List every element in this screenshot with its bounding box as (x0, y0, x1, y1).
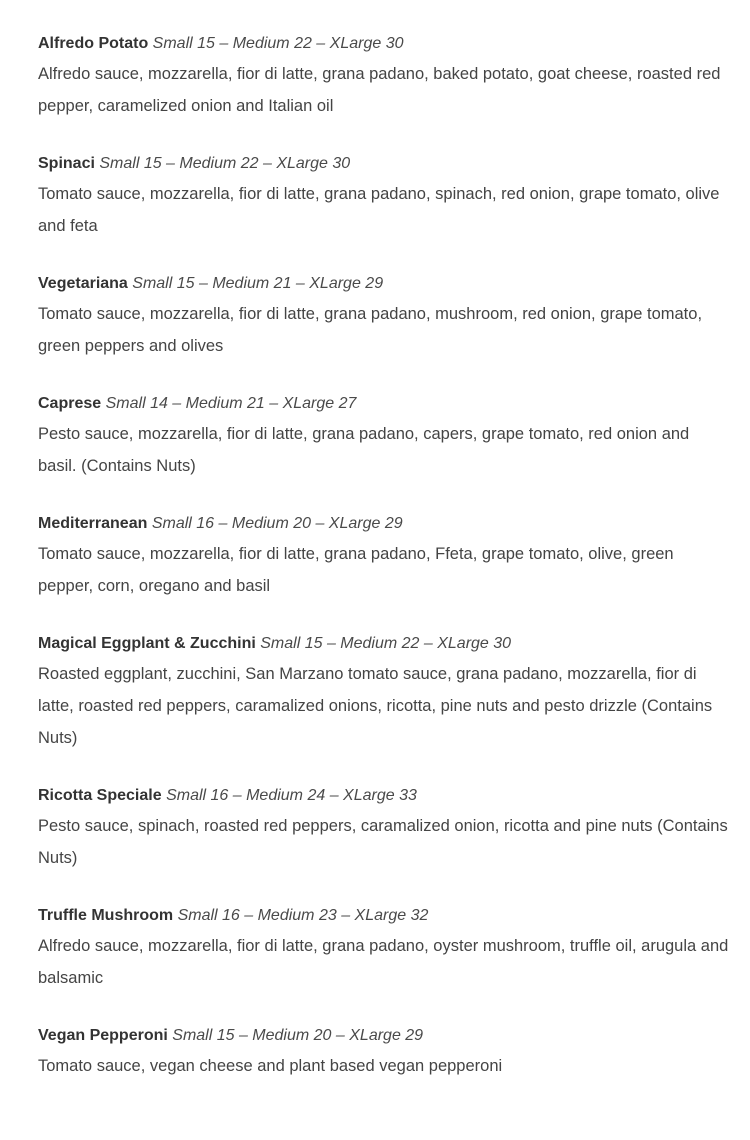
item-description: Alfredo sauce, mozzarella, fior di latte, grana padano, oyster mushroom, truffle oil, arugula and balsamic (38, 937, 729, 987)
item-prices: Small 15 – Medium 20 – XLarge 29 (172, 1027, 424, 1044)
item-description: Alfredo sauce, mozzarella, fior di latte, grana padano, baked potato, goat cheese, roasted red pepper, caramelized onion and Italian oil (38, 65, 721, 115)
item-description: Roasted eggplant, zucchini, San Marzano tomato sauce, grana padano, mozzarella, fior di latte, roasted red peppers, caramalized onions, ricotta, pine nuts and pesto drizzle (Contains Nuts) (38, 665, 713, 747)
item-prices: Small 16 – Medium 23 – XLarge 32 (177, 907, 429, 924)
item-prices: Small 15 – Medium 21 – XLarge 29 (132, 275, 384, 292)
item-description: Tomato sauce, vegan cheese and plant based vegan pepperoni (38, 1057, 503, 1075)
item-prices: Small 14 – Medium 21 – XLarge 27 (105, 395, 357, 412)
item-name: Truffle Mushroom (38, 907, 174, 924)
menu-item-ricotta-speciale (38, 782, 732, 874)
item-name: Spinaci (38, 155, 95, 172)
menu-item-vegetariana (38, 270, 732, 362)
item-prices: Small 15 – Medium 22 – XLarge 30 (152, 35, 404, 52)
item-heading (38, 782, 732, 810)
item-name: Ricotta Speciale (38, 787, 162, 804)
item-prices: Small 15 – Medium 22 – XLarge 30 (260, 635, 512, 652)
menu-item-caprese (38, 390, 732, 482)
item-name: Vegan Pepperoni (38, 1027, 168, 1044)
item-description: Pesto sauce, mozzarella, fior di latte, grana padano, capers, grape tomato, red onion and basil. (Contains Nuts) (38, 425, 690, 475)
item-heading (38, 30, 732, 58)
item-prices: Small 16 – Medium 24 – XLarge 33 (166, 787, 417, 804)
item-heading (38, 510, 732, 538)
item-name: Magical Eggplant & Zucchini (38, 635, 256, 652)
item-name: Caprese (38, 395, 102, 412)
item-name: Vegetariana (38, 275, 128, 292)
item-heading (38, 150, 732, 178)
menu-item-alfredo-potato (38, 30, 732, 122)
item-heading (38, 1022, 732, 1050)
item-prices: Small 15 – Medium 22 – XLarge 30 (99, 155, 351, 172)
item-prices: Small 16 – Medium 20 – XLarge 29 (151, 515, 403, 532)
menu-item-magical-eggplant-zucchini (38, 630, 732, 754)
item-name: Mediterranean (38, 515, 148, 532)
menu-item-vegan-pepperoni (38, 1022, 732, 1082)
item-heading (38, 390, 732, 418)
item-heading (38, 902, 732, 930)
item-description: Pesto sauce, spinach, roasted red peppers, caramalized onion, ricotta and pine nuts (Contains Nuts) (38, 817, 728, 867)
item-heading (38, 630, 732, 658)
menu-item-truffle-mushroom (38, 902, 732, 994)
item-name: Alfredo Potato (38, 35, 149, 52)
item-heading (38, 270, 732, 298)
menu-item-mediterranean (38, 510, 732, 602)
item-description: Tomato sauce, mozzarella, fior di latte, grana padano, Ffeta, grape tomato, olive, green pepper, corn, oregano and basil (38, 545, 674, 595)
menu-item-spinaci (38, 150, 732, 242)
item-description: Tomato sauce, mozzarella, fior di latte, grana padano, spinach, red onion, grape tomato, olive and feta (38, 185, 720, 235)
item-description: Tomato sauce, mozzarella, fior di latte, grana padano, mushroom, red onion, grape tomato, green peppers and olives (38, 305, 703, 355)
